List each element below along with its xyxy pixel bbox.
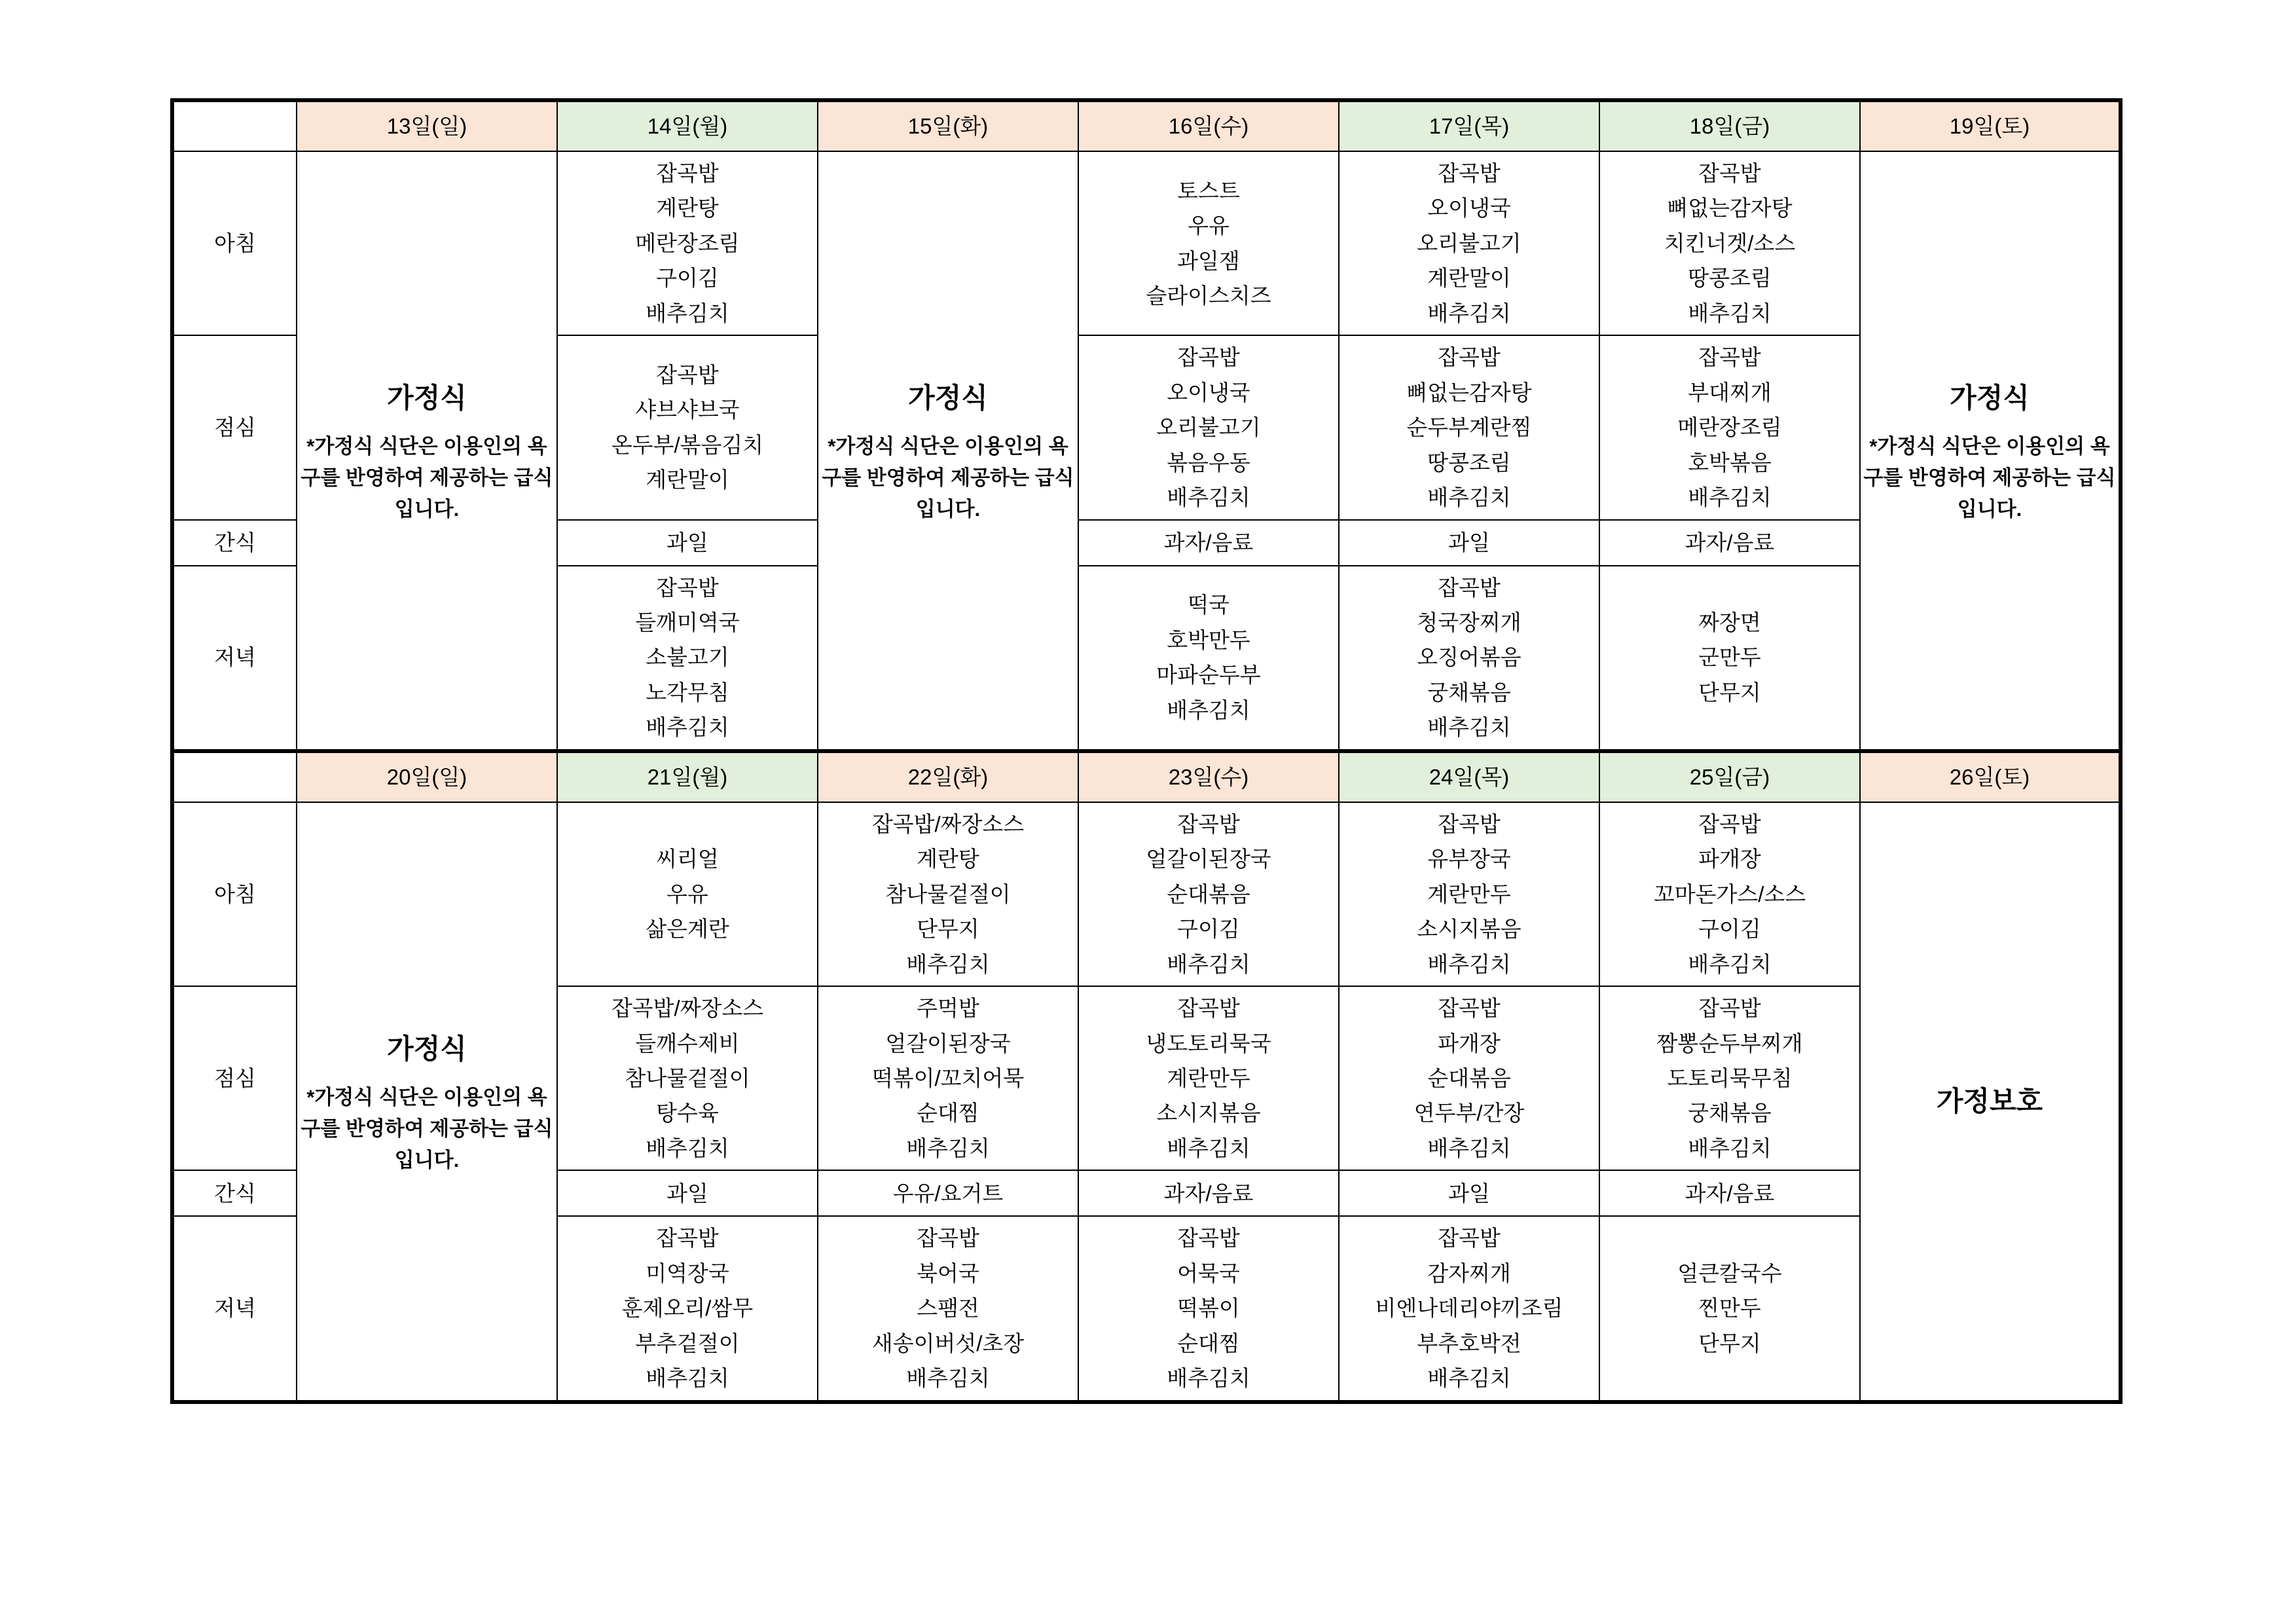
menu-item: 뼈없는감자탕	[1667, 196, 1793, 221]
menu-item: 잡곡밥/짜장소스	[611, 996, 764, 1021]
menu-item: 메란장조림	[1677, 415, 1782, 440]
meal-cell-w2-mon-dinner	[557, 1216, 818, 1401]
menu-item: 계란말이	[1427, 266, 1511, 291]
home-meal-note: *가정식 식단은 이용인의 욕구를 반영하여 제공하는 급식입니다.	[822, 434, 1074, 521]
day-header-13: 13일(일)	[297, 100, 557, 151]
menu-item: 토스트	[1177, 178, 1240, 203]
menu-item: 순대볶음	[1427, 1065, 1511, 1090]
home-meal-note: *가정식 식단은 이용인의 욕구를 반영하여 제공하는 급식입니다.	[1863, 434, 2116, 521]
home-meal-title: 가정식	[387, 382, 467, 413]
menu-item: 씨리얼	[656, 847, 719, 872]
home-meal-title: 가정식	[908, 382, 988, 413]
menu-item: 부추겉절이	[635, 1331, 740, 1356]
row-label-breakfast: 아침	[172, 151, 297, 335]
menu-item: 배추김치	[646, 715, 729, 740]
menu-item: 잡곡밥	[1698, 996, 1761, 1021]
day-header-19: 19일(토)	[1860, 100, 2121, 151]
meal-cell-w2-wed-breakfast	[1078, 802, 1339, 986]
home-meal-cell-week2-sun	[297, 802, 557, 1402]
meal-cell-w2-tue-lunch	[818, 986, 1078, 1170]
menu-item: 배추김치	[1688, 485, 1772, 510]
home-care-cell-week2-sat	[1860, 802, 2121, 1402]
menu-item: 잡곡밥	[1698, 161, 1761, 185]
menu-item: 소시지볶음	[1156, 1101, 1261, 1126]
menu-item: 잡곡밥	[1177, 1226, 1240, 1251]
menu-item: 꼬마돈가스/소스	[1653, 881, 1806, 906]
meal-cell-w1-wed-snack: 과자/음료	[1078, 520, 1339, 566]
menu-item: 치킨너겟/소스	[1664, 231, 1796, 255]
menu-item: 배추김치	[1688, 951, 1772, 976]
menu-item: 오리불고기	[1156, 415, 1261, 440]
menu-item: 잡곡밥	[1438, 161, 1501, 185]
menu-item: 오이냉국	[1167, 380, 1250, 405]
menu-item: 단무지	[1698, 680, 1761, 705]
day-header-20: 20일(일)	[297, 751, 557, 802]
meal-cell-w1-thu-snack: 과일	[1339, 520, 1599, 566]
menu-item: 스팸전	[917, 1296, 979, 1321]
menu-item: 떡볶이	[1177, 1296, 1240, 1321]
menu-item: 메란장조림	[635, 231, 740, 255]
menu-item: 어묵국	[1177, 1261, 1240, 1285]
meal-cell-w1-fri-lunch	[1599, 335, 1860, 519]
menu-item: 소시지볶음	[1417, 917, 1522, 942]
corner-cell	[172, 751, 297, 802]
menu-item: 궁채볶음	[1427, 680, 1511, 705]
menu-item: 파개장	[1438, 1031, 1501, 1056]
menu-item: 배추김치	[646, 1366, 729, 1391]
meal-cell-w2-mon-lunch	[557, 986, 818, 1170]
menu-item: 파개장	[1698, 847, 1761, 872]
week2-breakfast-row	[172, 802, 2121, 986]
menu-item: 배추김치	[906, 951, 990, 976]
day-header-21: 21일(월)	[557, 751, 818, 802]
row-label-snack: 간식	[172, 1170, 297, 1216]
menu-item: 참나물겉절이	[625, 1065, 750, 1090]
menu-item: 순두부계란찜	[1406, 415, 1532, 440]
menu-item: 새송이버섯/초장	[871, 1331, 1025, 1356]
menu-item: 떡볶이/꼬치어묵	[871, 1065, 1025, 1090]
menu-item: 노각무침	[646, 680, 729, 705]
meal-cell-w2-wed-lunch	[1078, 986, 1339, 1170]
menu-item: 떡국	[1188, 593, 1230, 618]
menu-item: 감자찌개	[1427, 1261, 1511, 1285]
menu-item: 잡곡밥/짜장소스	[871, 811, 1025, 836]
menu-item: 소불고기	[646, 645, 729, 670]
menu-item: 잡곡밥	[1698, 345, 1761, 370]
menu-item: 배추김치	[1688, 301, 1772, 325]
week1-table	[170, 98, 2123, 753]
menu-item: 단무지	[1698, 1331, 1761, 1356]
menu-item: 순대찜	[1177, 1331, 1240, 1356]
menu-item: 잡곡밥	[917, 1226, 979, 1251]
week2-header-row	[172, 751, 2121, 802]
meal-cell-w1-mon-breakfast	[557, 151, 818, 335]
menu-item: 미역장국	[646, 1261, 729, 1285]
menu-item: 샤브샤브국	[635, 397, 740, 422]
row-label-lunch: 점심	[172, 335, 297, 519]
menu-item: 찐만두	[1698, 1296, 1761, 1321]
week1-breakfast-row	[172, 151, 2121, 335]
menu-item: 탕수육	[656, 1101, 719, 1126]
menu-item: 호박만두	[1167, 627, 1250, 652]
day-header-18: 18일(금)	[1599, 100, 1860, 151]
meal-cell-w2-mon-breakfast	[557, 802, 818, 986]
menu-item: 짬뽕순두부찌개	[1656, 1031, 1803, 1056]
menu-item: 순대찜	[917, 1101, 979, 1126]
menu-item: 잡곡밥	[1438, 345, 1501, 370]
meal-cell-w2-wed-dinner	[1078, 1216, 1339, 1401]
menu-item: 잡곡밥	[1438, 996, 1501, 1021]
corner-cell	[172, 100, 297, 151]
menu-item: 도토리묵무침	[1667, 1065, 1793, 1090]
menu-item: 계란만두	[1167, 1065, 1250, 1090]
menu-item: 잡곡밥	[1438, 575, 1501, 600]
menu-item: 배추김치	[646, 301, 729, 325]
menu-item: 잡곡밥	[1438, 1226, 1501, 1251]
day-header-14: 14일(월)	[557, 100, 818, 151]
meal-cell-w1-mon-dinner	[557, 566, 818, 751]
menu-item: 배추김치	[646, 1135, 729, 1160]
row-label-snack: 간식	[172, 520, 297, 566]
home-meal-cell-week1-sat	[1860, 151, 2121, 751]
home-meal-cell-week1-sun	[297, 151, 557, 751]
week2-table	[170, 749, 2123, 1404]
week1-header-row	[172, 100, 2121, 151]
menu-item: 슬라이스치즈	[1146, 284, 1271, 308]
menu-item: 오이냉국	[1427, 196, 1511, 221]
meal-cell-w1-mon-snack: 과일	[557, 520, 818, 566]
menu-item: 오리불고기	[1417, 231, 1522, 255]
menu-item: 짜장면	[1698, 610, 1761, 635]
menu-item: 얼갈이된장국	[885, 1031, 1011, 1056]
menu-item: 잡곡밥	[1177, 345, 1240, 370]
menu-item: 참나물겉절이	[885, 881, 1011, 906]
menu-item: 잡곡밥	[656, 575, 719, 600]
menu-item: 온두부/볶음김치	[611, 432, 764, 457]
meal-cell-w2-fri-breakfast	[1599, 802, 1860, 986]
menu-item: 과일잼	[1177, 248, 1240, 273]
meal-cell-w1-thu-lunch	[1339, 335, 1599, 519]
meal-cell-w2-tue-snack: 우유/요거트	[818, 1170, 1078, 1216]
menu-item: 부추호박전	[1417, 1331, 1522, 1356]
menu-item: 북어국	[917, 1261, 979, 1285]
menu-item: 배추김치	[1167, 485, 1250, 510]
meal-cell-w1-wed-lunch	[1078, 335, 1339, 519]
menu-item: 땅콩조림	[1427, 450, 1511, 475]
day-header-23: 23일(수)	[1078, 751, 1339, 802]
menu-item: 잡곡밥	[656, 1226, 719, 1251]
menu-item: 청국장찌개	[1417, 610, 1522, 635]
day-header-26: 26일(토)	[1860, 751, 2121, 802]
menu-item: 구이김	[1177, 917, 1240, 942]
menu-item: 호박볶음	[1688, 450, 1772, 475]
meal-cell-w1-wed-breakfast	[1078, 151, 1339, 335]
menu-item: 단무지	[917, 917, 979, 942]
menu-item: 배추김치	[906, 1366, 990, 1391]
row-label-lunch: 점심	[172, 986, 297, 1170]
meal-cell-w2-thu-breakfast	[1339, 802, 1599, 986]
menu-item: 땅콩조림	[1688, 266, 1772, 291]
menu-item: 배추김치	[1167, 697, 1250, 722]
meal-cell-w2-tue-breakfast	[818, 802, 1078, 986]
meal-cell-w1-thu-dinner	[1339, 566, 1599, 751]
menu-item: 비엔나데리야끼조림	[1375, 1296, 1563, 1321]
home-care-label: 가정보호	[1936, 1085, 2043, 1116]
meal-cell-w2-wed-snack: 과자/음료	[1078, 1170, 1339, 1216]
home-meal-cell-week1-tue	[818, 151, 1078, 751]
menu-item: 뼈없는감자탕	[1406, 380, 1532, 405]
menu-item: 들깨미역국	[635, 610, 740, 635]
menu-item: 순대볶음	[1167, 881, 1250, 906]
menu-item: 계란탕	[656, 196, 719, 221]
menu-item: 훈제오리/쌈무	[621, 1296, 754, 1321]
menu-item: 잡곡밥	[1438, 811, 1501, 836]
menu-item: 계란탕	[917, 847, 979, 872]
meal-cell-w1-fri-dinner	[1599, 566, 1860, 751]
menu-item: 배추김치	[1427, 1135, 1511, 1160]
menu-item: 우유	[666, 881, 708, 906]
menu-item: 배추김치	[1167, 1135, 1250, 1160]
home-meal-title: 가정식	[1950, 382, 2030, 413]
menu-item: 궁채볶음	[1688, 1101, 1772, 1126]
menu-item: 냉도토리묵국	[1146, 1031, 1271, 1056]
meal-cell-w2-fri-lunch	[1599, 986, 1860, 1170]
meal-cell-w2-thu-dinner	[1339, 1216, 1599, 1401]
menu-item: 부대찌개	[1688, 380, 1772, 405]
menu-item: 연두부/간장	[1413, 1101, 1525, 1126]
menu-item: 삶은계란	[646, 917, 729, 942]
day-header-24: 24일(목)	[1339, 751, 1599, 802]
menu-item: 잡곡밥	[1698, 811, 1761, 836]
meal-cell-w2-mon-snack: 과일	[557, 1170, 818, 1216]
meal-cell-w1-wed-dinner	[1078, 566, 1339, 751]
menu-item: 마파순두부	[1156, 663, 1261, 688]
day-header-25: 25일(금)	[1599, 751, 1860, 802]
menu-item: 배추김치	[1427, 715, 1511, 740]
day-header-16: 16일(수)	[1078, 100, 1339, 151]
menu-item: 구이김	[1698, 917, 1761, 942]
menu-item: 배추김치	[1427, 485, 1511, 510]
meal-cell-w2-fri-dinner	[1599, 1216, 1860, 1401]
menu-item: 배추김치	[1167, 951, 1250, 976]
meal-cell-w2-thu-lunch	[1339, 986, 1599, 1170]
day-header-15: 15일(화)	[818, 100, 1078, 151]
menu-item: 얼큰칼국수	[1677, 1261, 1782, 1285]
home-meal-note: *가정식 식단은 이용인의 욕구를 반영하여 제공하는 급식입니다.	[301, 434, 553, 521]
meal-cell-w2-thu-snack: 과일	[1339, 1170, 1599, 1216]
meal-cell-w2-fri-snack: 과자/음료	[1599, 1170, 1860, 1216]
meal-cell-w1-mon-lunch	[557, 335, 818, 519]
menu-item: 주먹밥	[917, 996, 979, 1021]
menu-item: 들깨수제비	[635, 1031, 740, 1056]
menu-item: 배추김치	[1167, 1366, 1250, 1391]
row-label-dinner: 저녁	[172, 1216, 297, 1401]
menu-item: 배추김치	[1427, 1366, 1511, 1391]
menu-item: 볶음우동	[1167, 450, 1250, 475]
menu-item: 잡곡밥	[1177, 996, 1240, 1021]
meal-cell-w1-fri-breakfast	[1599, 151, 1860, 335]
menu-item: 얼갈이된장국	[1146, 847, 1271, 872]
menu-item: 오징어볶음	[1417, 645, 1522, 670]
meal-cell-w1-fri-snack: 과자/음료	[1599, 520, 1860, 566]
menu-item: 배추김치	[1688, 1135, 1772, 1160]
menu-item: 군만두	[1698, 645, 1761, 670]
day-header-17: 17일(목)	[1339, 100, 1599, 151]
row-label-dinner: 저녁	[172, 566, 297, 751]
menu-item: 잡곡밥	[1177, 811, 1240, 836]
home-meal-note: *가정식 식단은 이용인의 욕구를 반영하여 제공하는 급식입니다.	[301, 1085, 553, 1172]
menu-item: 계란말이	[646, 468, 729, 492]
menu-item: 배추김치	[1427, 301, 1511, 325]
menu-item: 우유	[1188, 213, 1230, 238]
menu-item: 배추김치	[906, 1135, 990, 1160]
meal-cell-w2-tue-dinner	[818, 1216, 1078, 1401]
menu-item: 잡곡밥	[656, 362, 719, 387]
menu-item: 구이김	[656, 266, 719, 291]
meal-cell-w1-thu-breakfast	[1339, 151, 1599, 335]
menu-item: 계란만두	[1427, 881, 1511, 906]
home-meal-title: 가정식	[387, 1033, 467, 1064]
menu-item: 배추김치	[1427, 951, 1511, 976]
day-header-22: 22일(화)	[818, 751, 1078, 802]
row-label-breakfast: 아침	[172, 802, 297, 986]
menu-item: 잡곡밥	[656, 161, 719, 185]
menu-item: 유부장국	[1427, 847, 1511, 872]
